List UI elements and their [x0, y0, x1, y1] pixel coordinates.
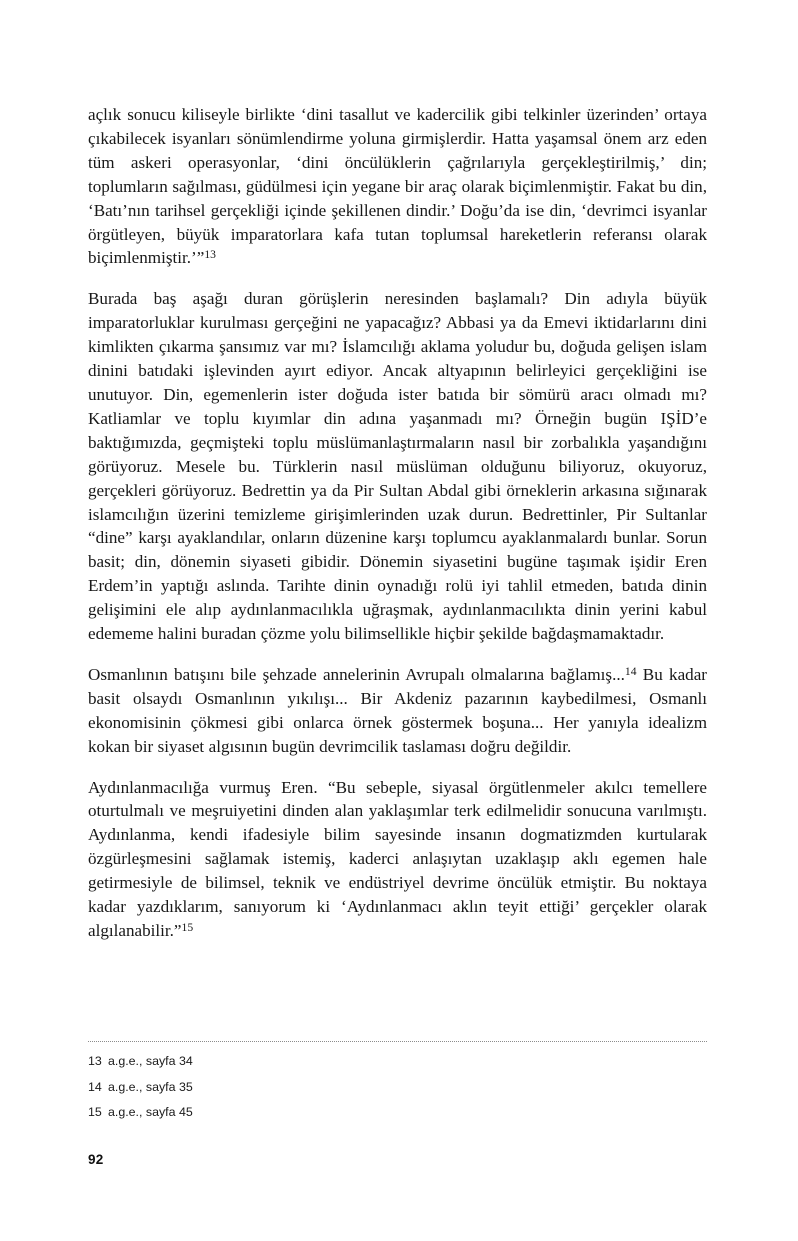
footnote-item [88, 1049, 707, 1075]
paragraph-4-text: Aydınlanmacılığa vurmuş Eren. “Bu sebeple, siyasal örgütlenmeler akılcı temellere oturtulmalı ve meşruiyetini dinden alan yaklaşımlar terk edilmelidir sonucuna varılmıştı. Aydınlanma, kendi ifadesiyle bilim sayesinde insanın dogmatizmden kurtularak özgürleşmesini sağlamak istemiş, kaderci anlaşıytan uzaklaşıp aklı egemen hale getirmesiyle de bilimsel, teknik ve endüstriyel devrime öncülük etmiştir. Bu noktaya kadar yazdıklarım, sanıyorum ki ‘Aydınlanmacı aklın teyit ettiği’ gerçekler olarak algılanabilir.” [88, 777, 707, 940]
paragraph-2 [88, 287, 707, 646]
paragraph-4 [88, 776, 707, 943]
page-number: 92 [88, 1152, 104, 1167]
footnotes-section [88, 1049, 707, 1126]
paragraph-3-text-after: Bu kadar basit olsaydı Osmanlının yıkılışı... Bir Akdeniz pazarının kaybedilmesi, Osmanlı ekonomisinin çökmesi gibi onlarca örnek göstermek boşuna... Her yanıyla idealizm kokan bir siyaset algısının bugün devrimcilik taslaması doğru değildir. [88, 664, 707, 756]
footnote-marker-14[interactable]: 14 [624, 665, 637, 679]
footnote-text: a.g.e., sayfa 35 [108, 1079, 193, 1094]
footnote-number: 13 [88, 1054, 102, 1068]
footnote-text: a.g.e., sayfa 45 [108, 1105, 193, 1119]
footnote-marker-15[interactable]: 15 [181, 921, 194, 935]
footnote-item [88, 1075, 707, 1101]
footnote-item [88, 1100, 707, 1126]
paragraph-1-text: açlık sonucu kiliseyle birlikte ‘dini tasallut ve kadercilik gibi telkinler üzerinden’ ortaya çıkabilecek isyanları sönümlendirme yoluna girmişlerdir. Hatta yaşamsal önem arz eden tüm askeri operasyonlar, ‘dini öncülüklerin çağrılarıyla gerçekleştirilmiş,’ din; toplumların sağılması, güdülmesi için yegane bir araç olarak biçimlenmiştir. Fakat bu din, ‘Batı’nın tarihsel gerçekliği içinde şekillenen dindir.’ Doğu’da ise din, ‘devrimci isyanlar örgütleyen, büyük imparatorlara kafa tutan toplumsal hareketlerin referansı olarak biçimlenmiştir.’” [88, 105, 707, 268]
paragraph-2-text: Burada baş aşağı duran görüşlerin neresinden başlamalı? Din adıyla büyük imparatorluklar kurulması gerçeğini ne yapacağız? Abbasi ya da Emevi iktidarlarını dini kimlikten çıkarma şansımız var mı? İslamcılığı aklama yoludur bu, doğuda gelişen islam dinini batıdaki işlevinden ayırt ediyor. Ancak altyapının belirleyici gerçekliğini ise unutuyor. Din, egemenlerin ister doğuda ister batıda bir sömürü aracı olmadı mı? Katliamlar ve toplu kıyımlar din adına yaşanmadı mı? Örneğin bugün IŞİD’e baktığımızda, geçmişteki toplu müslümanlaştırmaların nasıl bir zorbalıkla yaşandığını görüyoruz. Mesele bu. Türklerin nasıl müslüman olduğunu biliyoruz, okuyoruz, gerçekleri görüyoruz. Bedrettin ya da Pir Sultan Abdal gibi örneklerin arkasına sığınarak islamcılığın üzerini temizleme girişimlerinden uzak durun. Bedrettinler, Pir Sultanlar “dine” karşı ayaklandılar, onların düzenine karşı toplumcu ayaklanmalardı bunlar. Sorun basit; din, dönemin siyaseti gibidir. Dönemin siyasetini bugüne taşımak işidir Eren Erdem’in yaptığı aslında. Tarihte dinin oynadığı rolü iyi tahlil etmeden, batıda dinin gelişimini ele alıp aydınlanmacılıkla uğraşmak, aydınlanmacılıkta dinin yerini kabul edememe halini buradan çözme yolu bilimsellikle hiçbir şekilde bağdaşmamaktadır. [88, 289, 707, 644]
footnote-marker-13[interactable]: 13 [204, 248, 216, 262]
footnote-text: a.g.e., sayfa 34 [108, 1054, 193, 1068]
paragraph-1 [88, 103, 707, 270]
footnote-number: 14 [88, 1079, 102, 1094]
footnote-number: 15 [88, 1105, 102, 1119]
footnote-separator [88, 1041, 707, 1042]
paragraph-3 [88, 663, 707, 759]
paragraph-3-text-before: Osmanlının batışını bile şehzade annelerinin Avrupalı olmalarına bağlamış... [88, 664, 625, 684]
body-text-block [88, 103, 707, 943]
